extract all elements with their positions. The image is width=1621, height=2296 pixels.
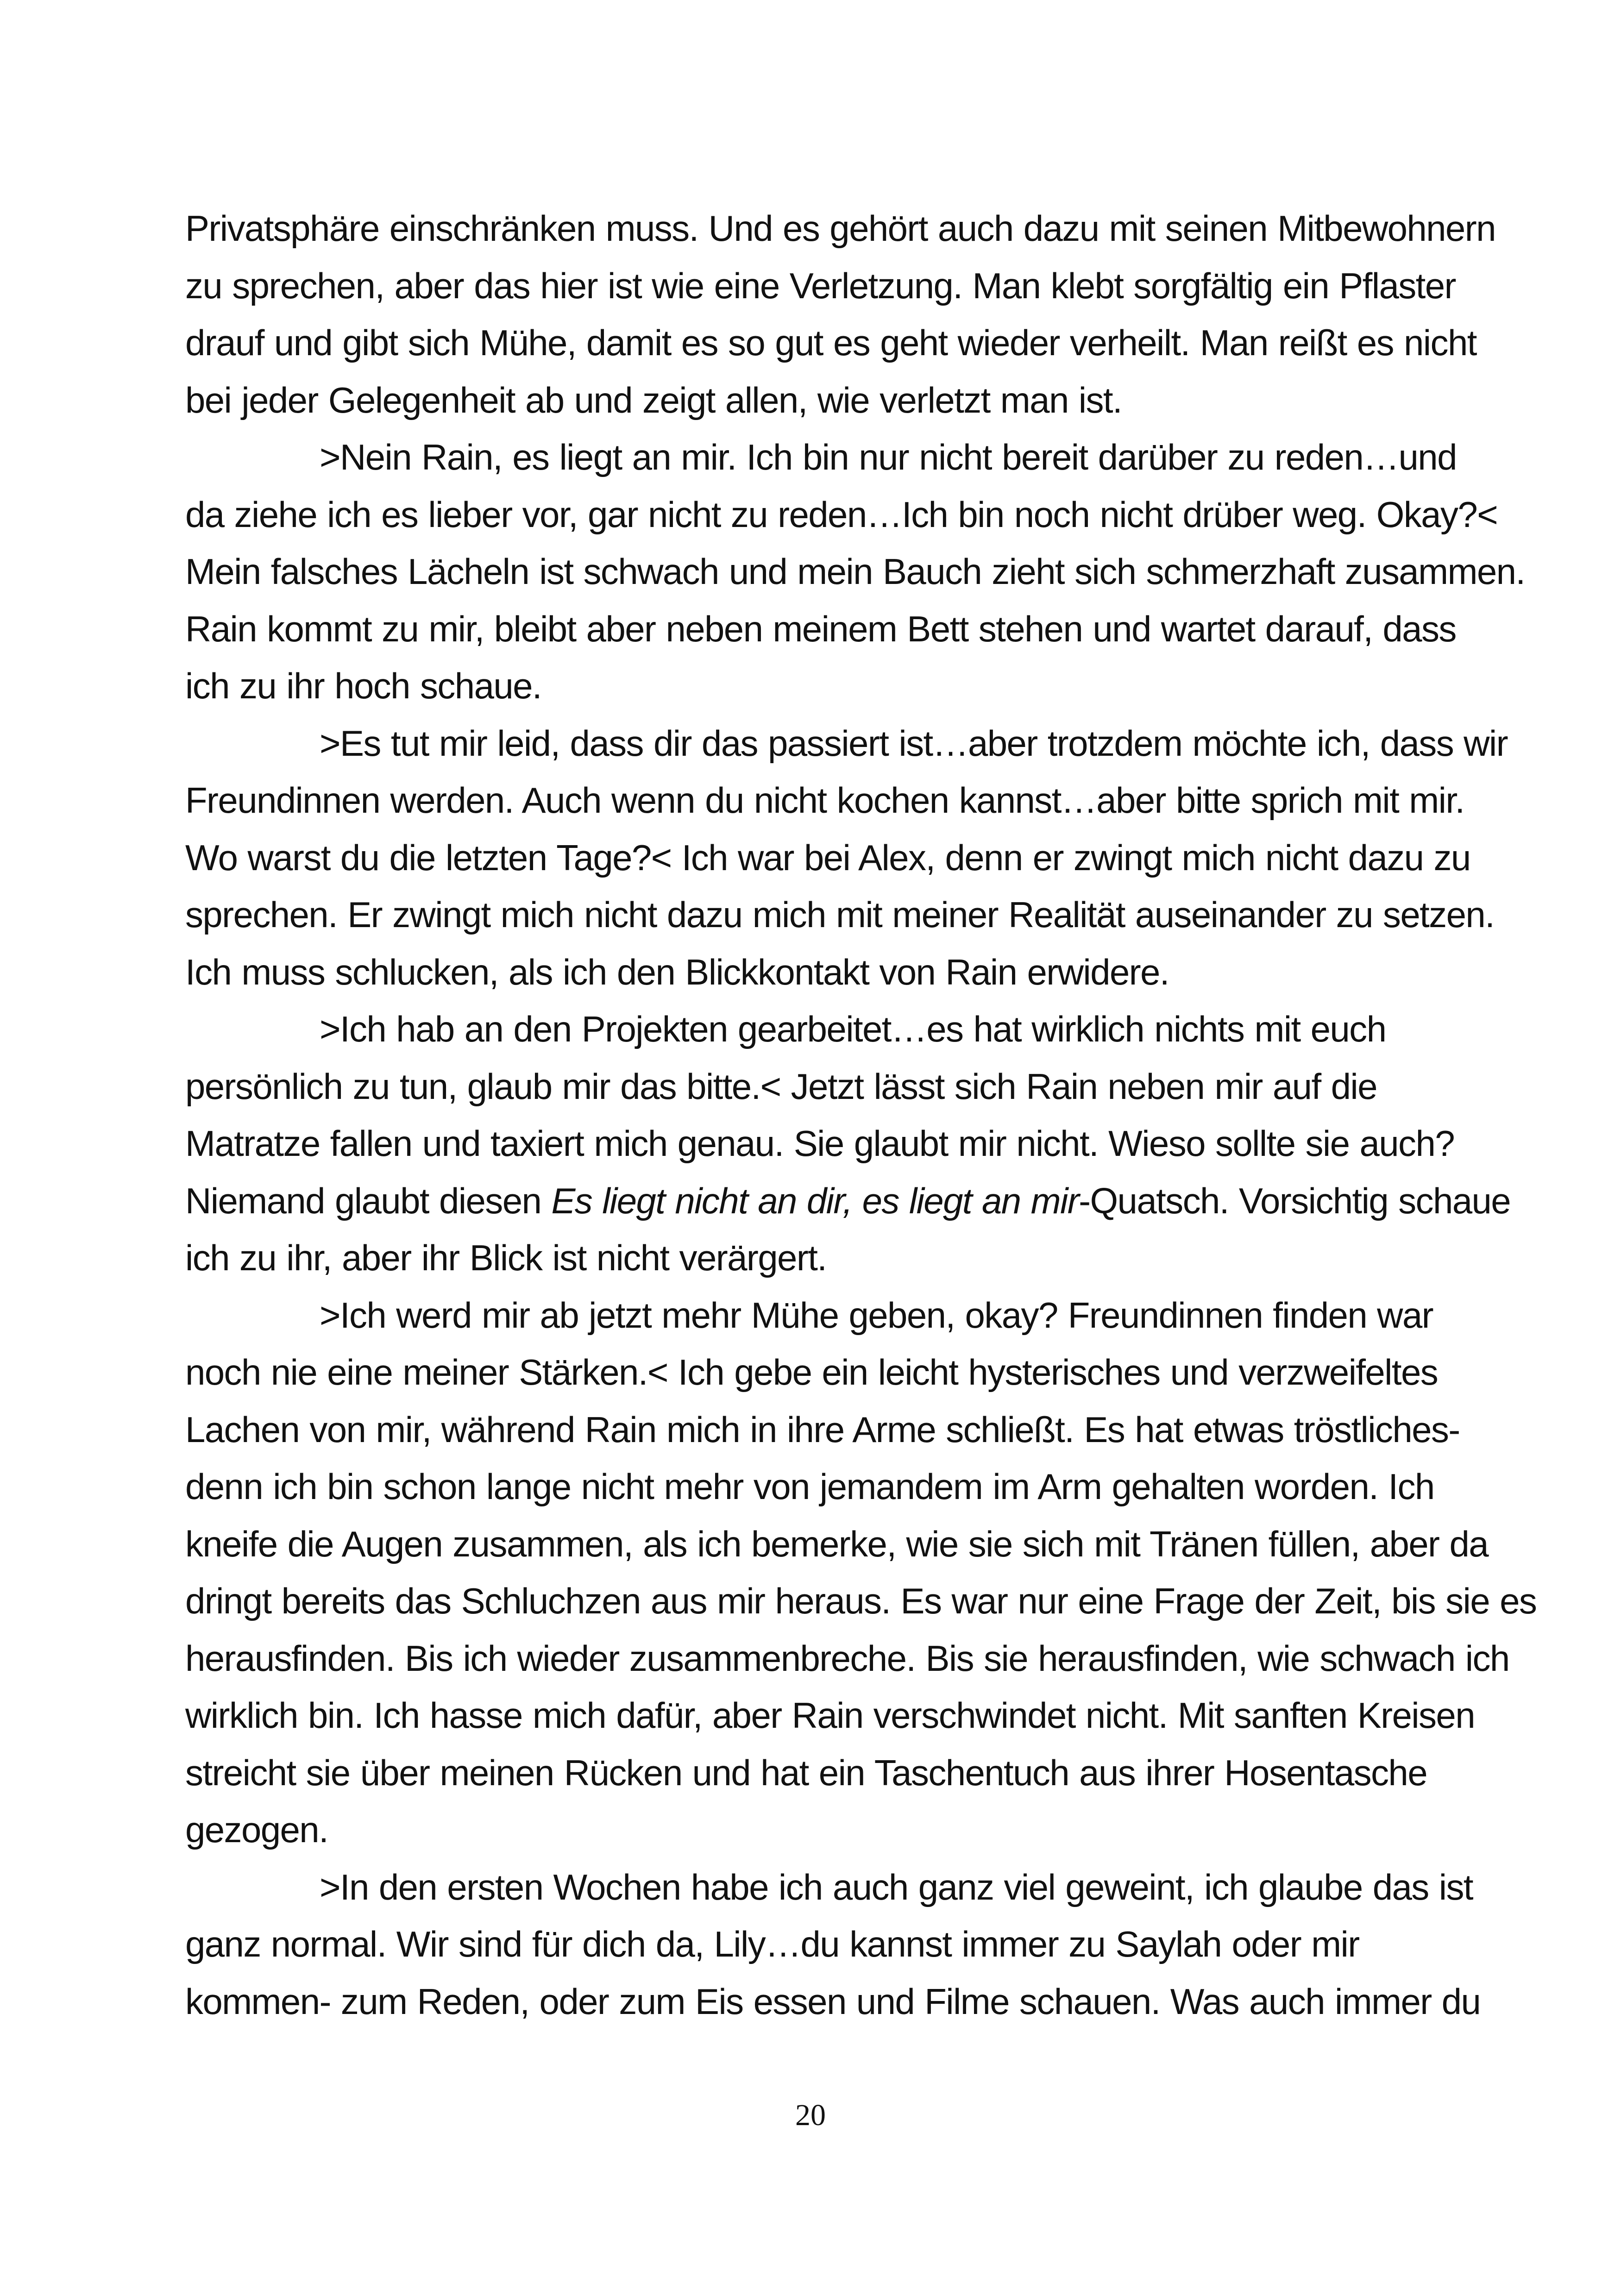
text-line: Mein falsches Lächeln ist schwach und mein Bauch zieht sich schmerzhaft zusammen. [185,551,1525,592]
text-line-with-italic [185,1173,1511,1230]
body-text [185,200,1537,2030]
text-line: >Nein Rain, es liegt an mir. Ich bin nur nicht bereit darüber zu reden…und [320,437,1457,477]
text-line: gezogen. [185,1809,328,1850]
paragraph [185,200,1495,429]
paragraph [185,1859,1481,2031]
text-line: da ziehe ich es lieber vor, gar nicht zu reden…Ich bin noch nicht drüber weg. Okay?< [185,494,1498,535]
text-line: sprechen. Er zwingt mich nicht dazu mich mit meiner Realität auseinander zu setzen. [185,894,1495,935]
text-line: zu sprechen, aber das hier ist wie eine Verletzung. Man klebt sorgfältig ein Pflaster [185,265,1456,306]
paragraph [185,1287,1537,1859]
text-line: ich zu ihr, aber ihr Blick ist nicht verärgert. [185,1237,827,1278]
text-line: kommen- zum Reden, oder zum Eis essen und Filme schauen. Was auch immer du [185,1981,1481,2022]
text-line: >Ich hab an den Projekten gearbeitet…es hat wirklich nichts mit euch [320,1009,1386,1049]
text-line: herausfinden. Bis ich wieder zusammenbreche. Bis sie herausfinden, wie schwach ich [185,1637,1509,1679]
text-line: >In den ersten Wochen habe ich auch ganz viel geweint, ich glaube das ist [320,1866,1473,1907]
text-line: >Es tut mir leid, dass dir das passiert ist…aber trotzdem möchte ich, dass wir [320,722,1508,764]
text-line: denn ich bin schon lange nicht mehr von jemandem im Arm gehalten worden. Ich [185,1466,1434,1507]
text-line: Lachen von mir, während Rain mich in ihre Arme schließt. Es hat etwas tröstliches- [185,1409,1460,1450]
page-number: 20 [795,2098,826,2132]
text-line: Privatsphäre einschränken muss. Und es gehört auch dazu mit seinen Mitbewohnern [185,208,1495,249]
text-line: ganz normal. Wir sind für dich da, Lily…du kannst immer zu Saylah oder mir [185,1924,1359,1964]
text-line: dringt bereits das Schluchzen aus mir heraus. Es war nur eine Frage der Zeit, bis sie es [185,1581,1537,1621]
text-line: Freundinnen werden. Auch wenn du nicht kochen kannst…aber bitte sprich mit mir. [185,780,1464,821]
text-line: Matratze fallen und taxiert mich genau. Sie glaubt mir nicht. Wieso sollte sie auch? [185,1123,1455,1164]
text-line: >Ich werd mir ab jetzt mehr Mühe geben, okay? Freundinnen finden war [320,1294,1433,1336]
paragraph [185,429,1525,715]
text-line: streicht sie über meinen Rücken und hat ein Taschentuch aus ihrer Hosentasche [185,1752,1427,1793]
text-segment: -Quatsch. Vorsichtig schaue [1079,1180,1511,1221]
text-line: drauf und gibt sich Mühe, damit es so gut es geht wieder verheilt. Man reißt es nicht [185,322,1476,363]
text-line: Ich muss schlucken, als ich den Blickkontakt von Rain erwidere. [185,951,1169,992]
text-line: ich zu ihr hoch schaue. [185,665,541,706]
paragraph [185,1001,1511,1287]
text-line: noch nie eine meiner Stärken.< Ich gebe ein leicht hysterisches und verzweifeltes [185,1352,1438,1393]
italic-phrase: Es liegt nicht an dir, es liegt an mir [551,1180,1079,1221]
text-line: bei jeder Gelegenheit ab und zeigt allen, wie verletzt man ist. [185,379,1122,420]
text-line: Wo warst du die letzten Tage?< Ich war bei Alex, denn er zwingt mich nicht dazu zu [185,837,1470,878]
paragraph [185,715,1508,1001]
text-segment: Niemand glaubt diesen [185,1180,552,1221]
text-line: persönlich zu tun, glaub mir das bitte.< Jetzt lässt sich Rain neben mir auf die [185,1066,1377,1107]
text-line: wirklich bin. Ich hasse mich dafür, aber Rain verschwindet nicht. Mit sanften Kreisen [185,1695,1475,1736]
text-line: Rain kommt zu mir, bleibt aber neben meinem Bett stehen und wartet darauf, dass [185,608,1456,649]
text-line: kneife die Augen zusammen, als ich bemerke, wie sie sich mit Tränen füllen, aber da [185,1523,1489,1564]
